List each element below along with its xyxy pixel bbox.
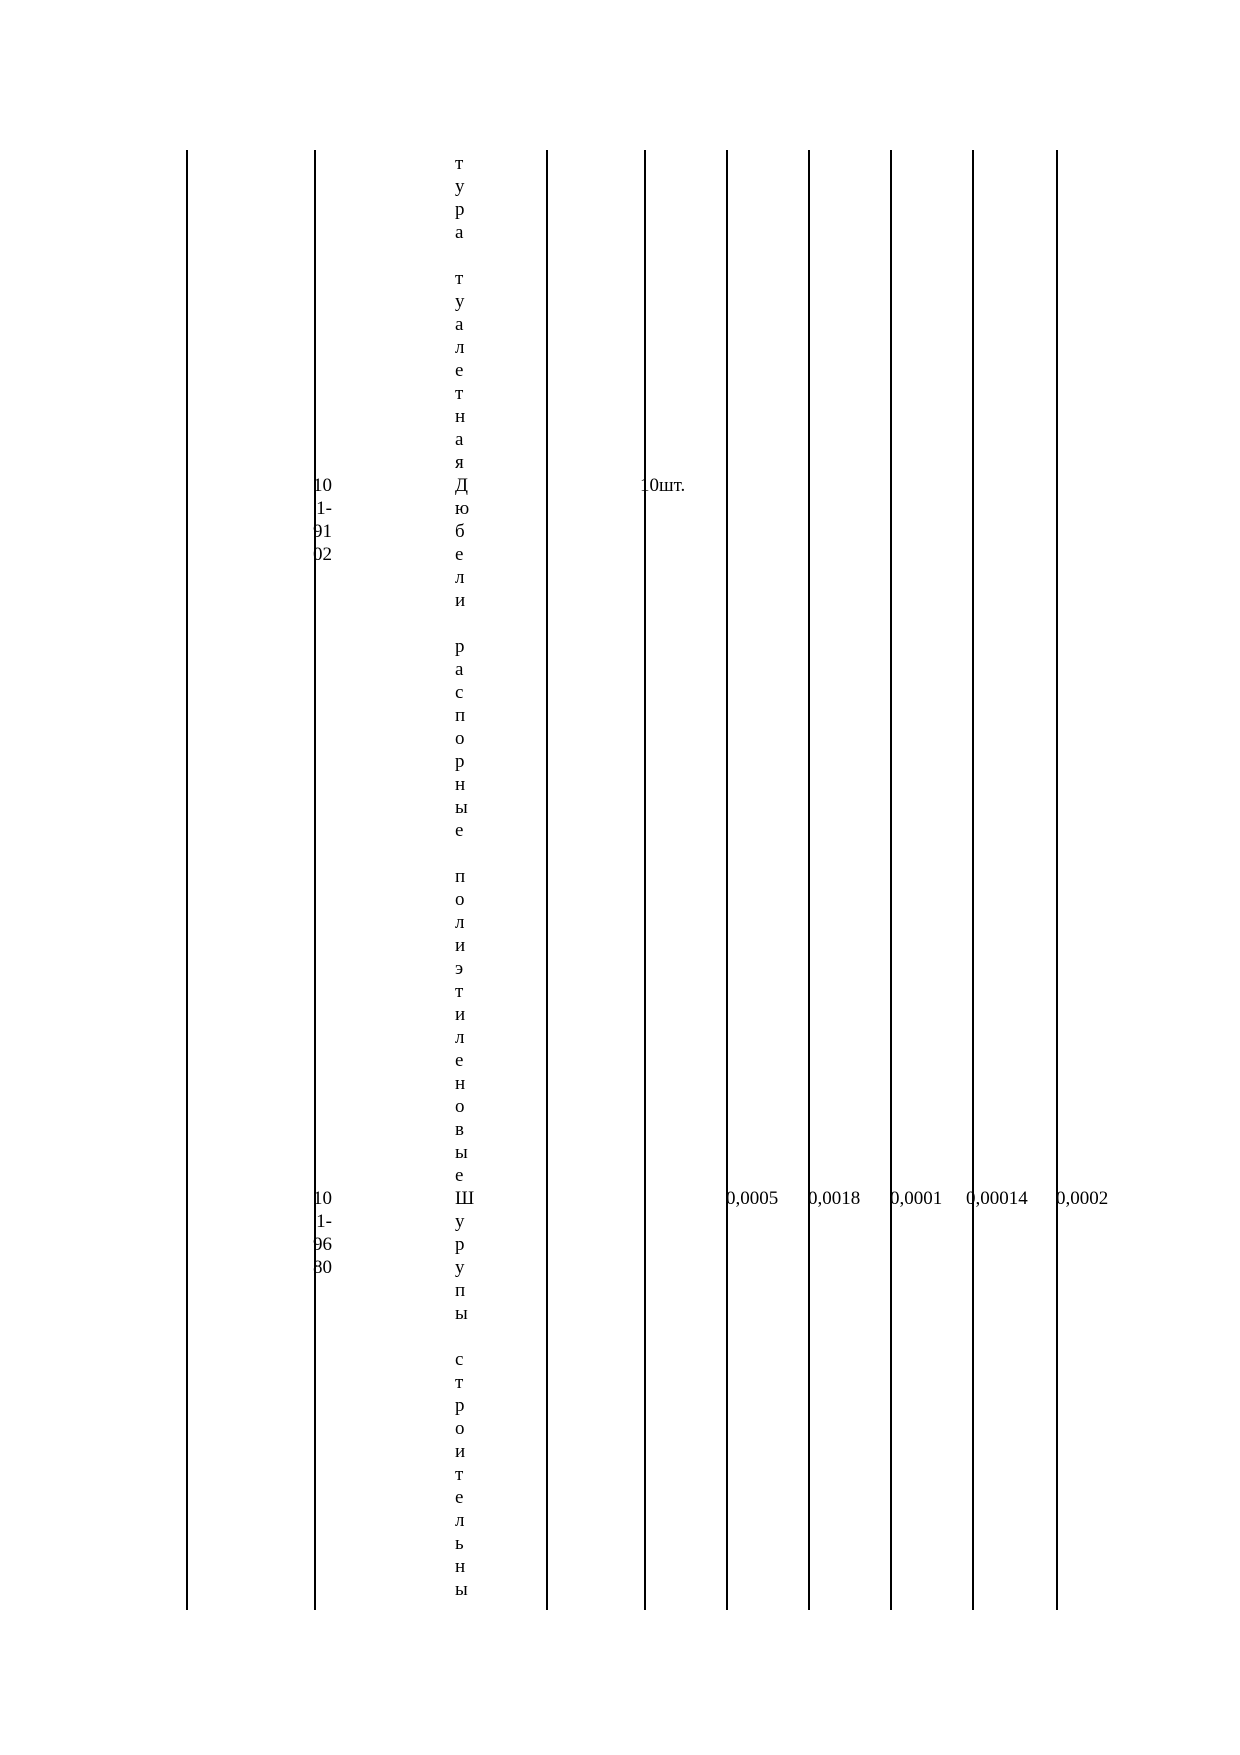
description-column-text [455, 152, 474, 1601]
row2-value-4: 0,00014 [966, 1188, 1028, 1209]
description-char: ь [455, 1533, 464, 1554]
description-char [455, 612, 474, 635]
row2-value-2: 0,0018 [808, 1188, 861, 1209]
description-char: е [455, 1050, 464, 1071]
description-char: п [455, 1280, 466, 1301]
description-char: с [455, 682, 464, 703]
row2-value-1: 0,0005 [726, 1188, 779, 1209]
description-char: е [455, 1487, 464, 1508]
description-char: р [455, 636, 465, 657]
description-char [455, 842, 474, 865]
description-char: ы [455, 1579, 468, 1600]
description-char: н [455, 406, 466, 427]
description-char: с [455, 1349, 464, 1370]
description-char: л [455, 337, 465, 358]
description-char: т [455, 981, 464, 1002]
description-char: л [455, 1510, 465, 1531]
description-char: а [455, 429, 464, 450]
description-char: р [455, 1395, 465, 1416]
description-char: и [455, 935, 466, 956]
description-char: э [455, 958, 464, 979]
column-divider [644, 150, 646, 1610]
description-char: п [455, 866, 466, 887]
description-char: р [455, 751, 465, 772]
column-divider [546, 150, 548, 1610]
description-char: о [455, 728, 465, 749]
description-char: у [455, 1211, 465, 1232]
description-char: л [455, 567, 465, 588]
column-divider [808, 150, 810, 1610]
description-char: Ш [455, 1188, 475, 1209]
description-char: е [455, 1165, 464, 1186]
row2-value-3: 0,0001 [890, 1188, 943, 1209]
column-divider [890, 150, 892, 1610]
description-char: а [455, 659, 464, 680]
description-char: н [455, 1073, 466, 1094]
column-divider [972, 150, 974, 1610]
description-char: у [455, 1257, 465, 1278]
description-char: и [455, 1441, 466, 1462]
description-char: ы [455, 797, 468, 818]
description-char: ю [455, 498, 470, 519]
description-char: о [455, 1418, 465, 1439]
description-char: ы [455, 1303, 468, 1324]
description-char: ы [455, 1142, 468, 1163]
description-char [455, 244, 474, 267]
description-char: о [455, 889, 465, 910]
description-char: н [455, 1556, 466, 1577]
description-char: у [455, 291, 465, 312]
description-char [455, 1325, 474, 1348]
description-char: в [455, 1119, 464, 1140]
description-char: у [455, 176, 465, 197]
description-char: р [455, 1234, 465, 1255]
column-divider [186, 150, 188, 1610]
description-char: е [455, 544, 464, 565]
description-char: т [455, 1372, 464, 1393]
description-char: п [455, 705, 466, 726]
description-char: л [455, 912, 465, 933]
description-char: т [455, 383, 464, 404]
description-char: Д [455, 475, 468, 496]
description-char: а [455, 314, 464, 335]
description-char: а [455, 222, 464, 243]
row2-code: 10 1- 96 80 [313, 1188, 332, 1278]
column-divider [726, 150, 728, 1610]
description-char: т [455, 1464, 464, 1485]
description-char: о [455, 1096, 465, 1117]
column-divider [314, 150, 316, 1610]
description-char: т [455, 268, 464, 289]
description-char: е [455, 360, 464, 381]
row1-unit: 10шт. [640, 475, 686, 496]
row1-code: 10 1- 91 02 [313, 475, 332, 565]
description-char: и [455, 590, 466, 611]
description-char: и [455, 1004, 466, 1025]
description-char: н [455, 774, 466, 795]
row2-value-5: 0,0002 [1056, 1188, 1109, 1209]
description-char: т [455, 153, 464, 174]
description-char: л [455, 1027, 465, 1048]
description-char: я [455, 452, 464, 473]
description-char: е [455, 820, 464, 841]
description-char: б [455, 521, 465, 542]
column-divider [1056, 150, 1058, 1610]
description-char: р [455, 199, 465, 220]
